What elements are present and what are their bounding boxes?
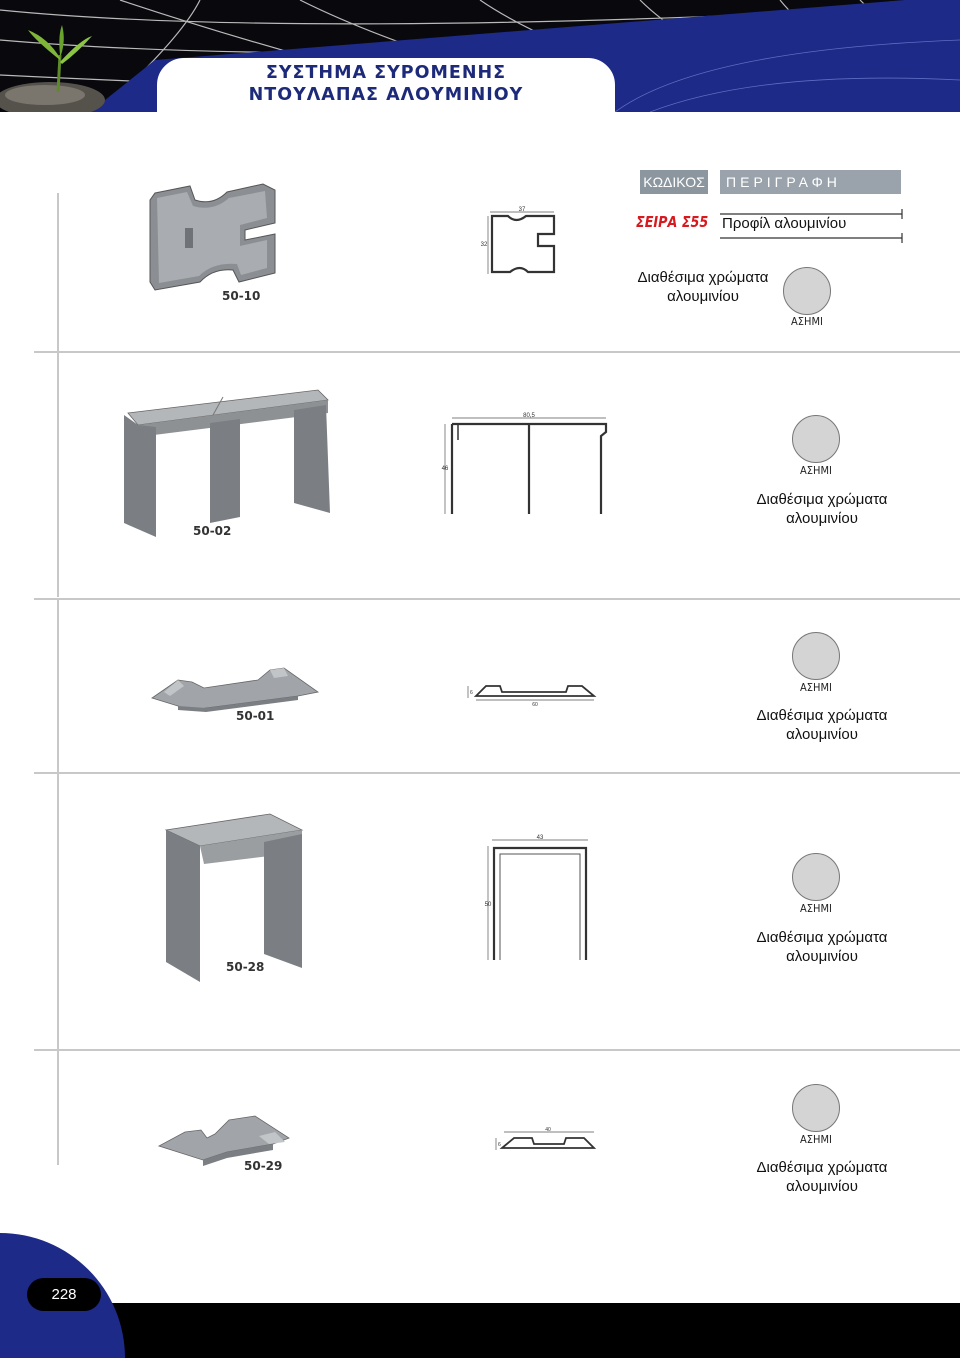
available-colors-line-2: αλουμινίου	[786, 726, 858, 743]
color-swatch-silver	[792, 415, 840, 463]
profile-50-02-drawing	[438, 410, 612, 518]
profile-50-01-drawing	[462, 676, 602, 708]
available-colors-line-2: αλουμινίου	[786, 510, 858, 527]
dimension-label: 32	[480, 242, 488, 248]
left-rule-lower	[57, 600, 59, 1165]
available-colors-line-1: Διαθέσιμα χρώματα	[756, 707, 888, 724]
product-code: 50-29	[244, 1159, 283, 1173]
row-divider	[34, 772, 960, 774]
color-swatch-silver	[792, 632, 840, 680]
available-colors-line-2: αλουμινίου	[786, 948, 858, 965]
profile-50-10-render	[145, 178, 280, 293]
dimension-label: 40	[545, 1127, 551, 1133]
code-column-header: ΚΩΔΙΚΟΣ	[640, 170, 708, 194]
available-colors-line-2: αλουμινίου	[667, 288, 739, 305]
color-swatch-label: ΑΣΗΜΙ	[800, 464, 832, 477]
available-colors-line-1: Διαθέσιμα χρώματα	[637, 269, 769, 286]
title-line-1: ΣΥΣΤΗΜΑ ΣΥΡΟΜΕΝΗΣ	[265, 63, 507, 83]
available-colors-label	[623, 268, 783, 306]
plant-image	[0, 0, 110, 112]
left-rule	[57, 193, 59, 597]
color-swatch-silver	[792, 1084, 840, 1132]
row-divider	[34, 351, 960, 353]
page-number: 228	[27, 1278, 101, 1311]
profile-50-29-drawing	[490, 1122, 600, 1158]
series-label: ΣΕΙΡΑ Σ55	[636, 213, 709, 231]
dimension-label: 50	[484, 902, 492, 908]
title-line-2: ΝΤΟΥΛΑΠΑΣ ΑΛΟΥΜΙΝΙΟΥ	[248, 85, 524, 105]
dimension-label: 60	[532, 702, 538, 708]
profile-50-28-drawing	[478, 832, 592, 966]
profile-50-02-render	[118, 385, 334, 541]
available-colors-label	[742, 706, 902, 744]
available-colors-line-1: Διαθέσιμα χρώματα	[756, 929, 888, 946]
color-swatch-silver	[792, 853, 840, 901]
available-colors-label	[742, 928, 902, 966]
page-header	[0, 0, 960, 112]
description-text: Προφίλ αλουμινίου	[722, 215, 847, 232]
product-code: 50-02	[193, 524, 232, 538]
footer-bar	[0, 1303, 960, 1358]
description-rules	[718, 208, 904, 244]
description-column-header: ΠΕΡΙΓΡΑΦΗ	[720, 170, 901, 194]
profile-50-28-render	[160, 812, 306, 984]
color-swatch-label: ΑΣΗΜΙ	[800, 1133, 832, 1146]
available-colors-line-1: Διαθέσιμα χρώματα	[756, 491, 888, 508]
product-code: 50-10	[222, 289, 261, 303]
product-code: 50-01	[236, 709, 275, 723]
profile-50-10-drawing	[476, 204, 562, 280]
available-colors-label	[742, 490, 902, 528]
dimension-label: 37	[518, 207, 526, 213]
dimension-label: 6	[470, 690, 473, 696]
color-swatch-label: ΑΣΗΜΙ	[800, 902, 832, 915]
color-swatch-label: ΑΣΗΜΙ	[800, 681, 832, 694]
available-colors-line-1: Διαθέσιμα χρώματα	[756, 1159, 888, 1176]
page-title	[157, 62, 615, 106]
profile-50-01-render	[148, 662, 320, 714]
dimension-label: 46	[441, 466, 449, 472]
product-code: 50-28	[226, 960, 265, 974]
color-swatch-silver	[783, 267, 831, 315]
available-colors-line-2: αλουμινίου	[786, 1178, 858, 1195]
dimension-label: 43	[536, 835, 544, 841]
available-colors-label	[742, 1158, 902, 1196]
row-divider	[34, 598, 960, 600]
row-divider	[34, 1049, 960, 1051]
dimension-label: 6	[498, 1142, 501, 1148]
dimension-label: 80,5	[523, 413, 535, 419]
color-swatch-label: ΑΣΗΜΙ	[791, 315, 823, 328]
